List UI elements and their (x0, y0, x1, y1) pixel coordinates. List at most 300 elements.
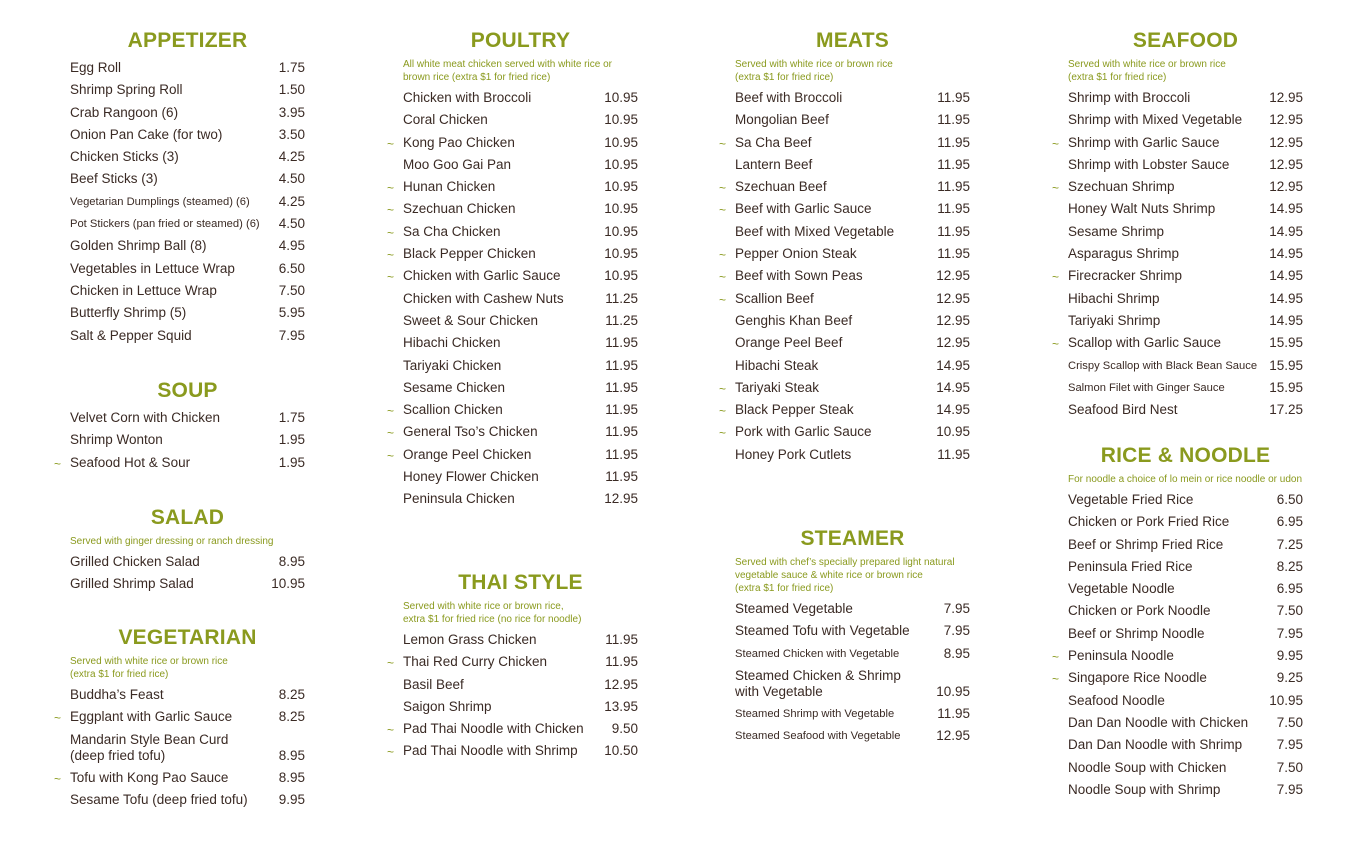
spicy-pepper-icon: ~ (387, 745, 395, 760)
menu-item (1068, 243, 1303, 265)
menu-item (387, 221, 638, 243)
section-soup (54, 378, 305, 474)
section-note: Served with white rice or brown rice, extra $1 for fried rice (no rice for noodle) (403, 601, 582, 625)
menu-item (54, 452, 305, 474)
menu-item-name: Onion Pan Cake (for two) (70, 126, 223, 142)
menu-item (403, 310, 638, 332)
spicy-pepper-icon: ~ (387, 404, 395, 419)
menu-item-name: Steamed Tofu with Vegetable (735, 623, 910, 639)
menu-item (719, 265, 970, 287)
menu-item (719, 377, 970, 399)
menu-item-price: 11.25 (605, 290, 638, 306)
menu-item (70, 57, 305, 79)
menu-item-name: Shrimp with Mixed Vegetable (1068, 112, 1243, 128)
menu-item-price: 10.95 (604, 268, 638, 284)
menu-item (735, 643, 970, 665)
menu-item (735, 355, 970, 377)
menu-item-price: 14.95 (936, 357, 970, 373)
menu-item-name: Chicken with Garlic Sauce (403, 268, 561, 284)
menu-item (54, 706, 305, 728)
menu-item-name: Chicken in Lettuce Wrap (70, 282, 217, 298)
menu-item-name: Lemon Grass Chicken (403, 632, 537, 647)
menu-item (387, 265, 638, 287)
menu-item (719, 132, 970, 154)
menu-item-name: Beef with Sown Peas (735, 268, 863, 284)
section-vegetarian (54, 625, 305, 811)
menu-item-price: 7.50 (278, 282, 305, 298)
menu-item (735, 310, 970, 332)
menu-item-name: Mandarin Style Bean Curd (deep fried tofu) (70, 731, 229, 763)
menu-item-price: 17.25 (1269, 402, 1303, 418)
spicy-pepper-icon: ~ (54, 771, 62, 786)
menu-item (1068, 310, 1303, 332)
menu-item-price: 11.95 (937, 223, 970, 239)
menu-item (70, 789, 305, 811)
menu-item-name: Grilled Shrimp Salad (70, 576, 194, 592)
menu-item-name: Beef with Mixed Vegetable (735, 223, 895, 239)
menu-item (735, 620, 970, 642)
menu-item-price: 7.25 (1276, 536, 1303, 552)
menu-item (719, 176, 970, 198)
menu-item-price: 10.95 (604, 246, 638, 262)
section-note: Served with white rice or brown rice (extra $1 for fried rice) (70, 656, 228, 680)
menu-item (70, 551, 305, 573)
menu-item-name: Scallion Chicken (403, 402, 503, 418)
menu-item (1052, 332, 1303, 354)
section-meats (719, 28, 970, 466)
spicy-pepper-icon: ~ (387, 203, 395, 218)
spicy-pepper-icon: ~ (387, 426, 395, 441)
menu-item-price: 12.95 (936, 290, 970, 306)
menu-item-price: 8.95 (943, 645, 970, 661)
menu-item-name: Thai Red Curry Chicken (403, 654, 548, 670)
menu-item (403, 109, 638, 131)
menu-item (1068, 734, 1303, 756)
menu-item-name: Noodle Soup with Shrimp (1068, 781, 1221, 797)
menu-item-name: Seafood Hot & Sour (70, 454, 191, 470)
spicy-pepper-icon: ~ (719, 270, 727, 285)
menu-item (387, 243, 638, 265)
menu-item (719, 399, 970, 421)
menu-item-price: 15.95 (1269, 357, 1303, 373)
menu-item-price: 11.95 (605, 335, 638, 351)
menu-item (1068, 623, 1303, 645)
menu-item (735, 109, 970, 131)
section-note: All white meat chicken served with white rice or brown rice (extra $1 for fried rice) (403, 59, 612, 83)
menu-item-name: Dan Dan Noodle with Chicken (1068, 714, 1249, 730)
menu-item (403, 377, 638, 399)
spicy-pepper-icon: ~ (719, 181, 727, 196)
menu-item-name: Kong Pao Chicken (403, 134, 515, 150)
menu-item-price: 4.95 (278, 238, 305, 254)
menu-item-price: 6.50 (278, 260, 305, 276)
menu-item-price: 13.95 (604, 698, 638, 714)
menu-item-name: Chicken or Pork Fried Rice (1068, 514, 1230, 530)
menu-item-name: Crispy Scallop with Black Bean Sauce (1068, 359, 1258, 372)
menu-item-name: Tariyaki Steak (735, 379, 820, 395)
spicy-pepper-icon: ~ (1052, 672, 1060, 687)
menu-item (1052, 176, 1303, 198)
menu-item-name: Shrimp with Garlic Sauce (1068, 134, 1220, 150)
menu-item-price: 10.95 (604, 179, 638, 195)
spicy-pepper-icon: ~ (387, 248, 395, 263)
menu-item-price: 14.95 (1269, 223, 1303, 239)
menu-item-name: General Tso’s Chicken (403, 424, 538, 440)
spicy-pepper-icon: ~ (1052, 337, 1060, 352)
menu-item (1068, 534, 1303, 556)
spicy-pepper-icon: ~ (719, 136, 727, 151)
menu-item (70, 407, 305, 429)
menu-item-price: 10.95 (604, 90, 638, 105)
menu-item (387, 399, 638, 421)
menu-item-name: Sweet & Sour Chicken (403, 312, 539, 328)
menu-item-price: 1.50 (278, 82, 305, 98)
menu-item-name: Honey Flower Chicken (403, 469, 539, 485)
menu-item-name: Firecracker Shrimp (1068, 268, 1183, 284)
menu-item-name: Pepper Onion Steak (735, 246, 857, 262)
menu-item (387, 176, 638, 198)
menu-item-price: 10.50 (604, 743, 638, 759)
menu-item (1068, 377, 1303, 399)
menu-item (1068, 198, 1303, 220)
menu-item (70, 191, 305, 213)
menu-item (387, 740, 638, 762)
menu-item-name: Golden Shrimp Ball (8) (70, 238, 207, 254)
menu-item-name: Egg Roll (70, 60, 122, 75)
spicy-pepper-icon: ~ (1052, 181, 1060, 196)
menu-item-price: 12.95 (936, 268, 970, 284)
section-title: THAI STYLE (458, 571, 583, 594)
menu-item-price: 11.95 (605, 424, 638, 440)
menu-item-name: Vegetables in Lettuce Wrap (70, 260, 235, 276)
menu-item-name: Dan Dan Noodle with Shrimp (1068, 737, 1243, 753)
menu-item-name: Shrimp with Broccoli (1068, 90, 1191, 105)
menu-item-name: Eggplant with Garlic Sauce (70, 709, 233, 725)
menu-item-name: Szechuan Beef (735, 179, 827, 195)
menu-item-name: Sa Cha Chicken (403, 223, 501, 239)
menu-item-name: Vegetarian Dumplings (steamed) (6) (70, 195, 250, 208)
menu-item-price: 15.95 (1269, 335, 1303, 351)
menu-item-name: Orange Peel Beef (735, 335, 843, 351)
menu-item (1068, 399, 1303, 421)
menu-item-name: Tariyaki Chicken (403, 357, 502, 373)
menu-item (70, 429, 305, 451)
menu-item-price: 12.95 (1269, 134, 1303, 150)
menu-item-name: Black Pepper Steak (735, 402, 854, 418)
menu-item-name: Moo Goo Gai Pan (403, 156, 512, 172)
menu-item (1068, 600, 1303, 622)
menu-item (735, 87, 970, 109)
menu-item-name: Salt & Pepper Squid (70, 327, 192, 343)
menu-item-name: Sesame Tofu (deep fried tofu) (70, 791, 248, 807)
menu-item-price: 11.95 (937, 446, 970, 462)
menu-item (1068, 690, 1303, 712)
menu-item-name: Pad Thai Noodle with Shrimp (403, 743, 578, 759)
menu-item-name: Tofu with Kong Pao Sauce (70, 769, 229, 785)
menu-item-price: 10.95 (604, 201, 638, 217)
spicy-pepper-icon: ~ (387, 270, 395, 285)
menu-item-name: Tariyaki Shrimp (1068, 312, 1161, 328)
menu-item-price: 4.25 (278, 193, 305, 209)
menu-item (387, 421, 638, 443)
menu-item-price: 12.95 (1269, 112, 1303, 128)
menu-item-name: Steamed Seafood with Vegetable (735, 730, 901, 743)
section-title: STEAMER (800, 527, 905, 550)
section-title: RICE & NOODLE (1100, 444, 1271, 467)
menu-item-name: Hibachi Shrimp (1068, 290, 1160, 306)
menu-item-price: 10.95 (604, 156, 638, 172)
menu-item (735, 221, 970, 243)
section-note: Served with white rice or brown rice (extra $1 for fried rice) (735, 59, 893, 83)
menu-item-price: 3.50 (278, 126, 305, 142)
menu-item-price: 11.95 (605, 379, 638, 395)
menu-item-name: Grilled Chicken Salad (70, 554, 200, 569)
menu-item-name: Genghis Khan Beef (735, 312, 853, 328)
menu-item-price: 11.95 (605, 446, 638, 462)
menu-item (1068, 712, 1303, 734)
menu-item-name: Mongolian Beef (735, 112, 829, 128)
spicy-pepper-icon: ~ (387, 181, 395, 196)
menu-item-price: 11.95 (937, 156, 970, 172)
section-appetizer (70, 28, 305, 347)
menu-item (387, 444, 638, 466)
menu-item-name: Chicken Sticks (3) (70, 149, 179, 165)
menu-item-price: 8.95 (278, 554, 305, 569)
menu-item-name: Hunan Chicken (403, 179, 496, 195)
menu-item-price: 7.95 (1276, 737, 1303, 753)
menu-item-price: 11.95 (937, 246, 970, 262)
menu-item-name: Shrimp Spring Roll (70, 82, 183, 98)
menu-item (403, 355, 638, 377)
spicy-pepper-icon: ~ (719, 248, 727, 263)
menu-item-name: Crab Rangoon (6) (70, 104, 179, 120)
menu-item-price: 8.95 (278, 769, 305, 785)
menu-item-price: 3.95 (278, 104, 305, 120)
menu-item-price: 4.50 (278, 216, 305, 232)
menu-item-name: Scallop with Garlic Sauce (1068, 335, 1222, 351)
menu-item-name: Szechuan Chicken (403, 201, 516, 217)
menu-item-name: Shrimp with Lobster Sauce (1068, 156, 1230, 172)
menu-item (70, 146, 305, 168)
menu-item-price: 7.95 (1276, 781, 1303, 797)
menu-item-name: Velvet Corn with Chicken (70, 410, 221, 425)
menu-item (1068, 556, 1303, 578)
menu-item-name: Steamed Chicken with Vegetable (735, 647, 900, 660)
spicy-pepper-icon: ~ (719, 426, 727, 441)
menu-item-name: Beef or Shrimp Fried Rice (1068, 536, 1224, 552)
menu-item (70, 684, 305, 706)
menu-item-name: Lantern Beef (735, 156, 813, 172)
menu-item (1068, 511, 1303, 533)
menu-item-price: 12.95 (1269, 179, 1303, 195)
menu-item (70, 168, 305, 190)
menu-item-price: 11.95 (937, 201, 970, 217)
section-title: SALAD (150, 506, 225, 529)
menu-item-name: Honey Walt Nuts Shrimp (1068, 201, 1216, 217)
menu-item-price: 1.75 (278, 60, 305, 75)
menu-item-name: Peninsula Chicken (403, 491, 515, 507)
menu-item-name: Chicken or Pork Noodle (1068, 603, 1211, 619)
menu-item-price: 11.25 (605, 312, 638, 328)
menu-item-price: 10.95 (271, 576, 305, 592)
menu-item-name: Szechuan Shrimp (1068, 179, 1175, 195)
menu-item-name: Pork with Garlic Sauce (735, 424, 872, 440)
menu-item (70, 102, 305, 124)
menu-item-price: 11.95 (937, 705, 970, 721)
menu-item (735, 332, 970, 354)
menu-item-name: Seafood Bird Nest (1068, 402, 1178, 418)
menu-item-price: 11.95 (605, 632, 638, 647)
menu-item-price: 10.95 (936, 424, 970, 440)
menu-item-name: Beef with Broccoli (735, 90, 843, 105)
menu-item-price: 12.95 (936, 728, 970, 744)
menu-item-price: 11.95 (937, 112, 970, 128)
menu-item-price: 11.95 (937, 134, 970, 150)
menu-item-name: Vegetable Noodle (1068, 581, 1175, 597)
menu-item (1068, 355, 1303, 377)
menu-item-price: 7.50 (1276, 714, 1303, 730)
menu-item-name: Steamed Chicken & Shrimp with Vegetable (735, 667, 901, 699)
menu-item-price: 8.25 (278, 687, 305, 702)
menu-item-price: 10.95 (604, 134, 638, 150)
menu-item (1068, 154, 1303, 176)
menu-item (735, 703, 970, 725)
menu-item-price: 6.50 (1276, 492, 1303, 507)
menu-item-name: Sesame Chicken (403, 379, 506, 395)
menu-item-price: 14.95 (1269, 290, 1303, 306)
menu-item-name: Vegetable Fried Rice (1068, 492, 1194, 507)
menu-item-price: 10.95 (1269, 692, 1303, 708)
menu-item (1068, 109, 1303, 131)
menu-item (403, 332, 638, 354)
menu-item-name: Chicken with Broccoli (403, 90, 532, 105)
menu-item (735, 665, 970, 703)
spicy-pepper-icon: ~ (1052, 650, 1060, 665)
menu-item (1068, 779, 1303, 801)
menu-item (54, 767, 305, 789)
menu-item-price: 12.95 (1269, 156, 1303, 172)
menu-item-name: Peninsula Fried Rice (1068, 558, 1193, 574)
menu-item-price: 8.25 (278, 709, 305, 725)
spicy-pepper-icon: ~ (719, 292, 727, 307)
menu-item-name: Orange Peel Chicken (403, 446, 532, 462)
section-title: MEATS (816, 29, 889, 52)
menu-item-name: Beef Sticks (3) (70, 171, 158, 187)
menu-item-price: 7.95 (278, 327, 305, 343)
menu-item (1052, 132, 1303, 154)
menu-item-price: 7.50 (1276, 603, 1303, 619)
menu-item (403, 87, 638, 109)
menu-item-price: 14.95 (936, 379, 970, 395)
menu-item-name: Hibachi Chicken (403, 335, 501, 351)
menu-item-name: Beef with Garlic Sauce (735, 201, 872, 217)
menu-item (403, 696, 638, 718)
section-thai (387, 570, 638, 763)
menu-item-price: 7.95 (1276, 625, 1303, 641)
menu-item (403, 466, 638, 488)
section-title: POULTRY (470, 29, 571, 52)
menu-item (70, 573, 305, 595)
menu-item (403, 154, 638, 176)
section-note: Served with white rice or brown rice (extra $1 for fried rice) (1068, 59, 1226, 83)
menu-item-price: 8.25 (1276, 558, 1303, 574)
menu-item (735, 598, 970, 620)
menu-item (1068, 489, 1303, 511)
menu-item-price: 11.95 (937, 179, 970, 195)
menu-item-name: Noodle Soup with Chicken (1068, 759, 1227, 775)
menu-item-price: 9.50 (611, 721, 638, 737)
menu-item-name: Sesame Shrimp (1068, 223, 1165, 239)
menu-item (735, 725, 970, 747)
menu-item-name: Coral Chicken (403, 112, 488, 128)
menu-item (719, 421, 970, 443)
menu-item-name: Asparagus Shrimp (1068, 246, 1180, 262)
menu-item (1068, 221, 1303, 243)
section-seafood (1052, 28, 1303, 421)
menu-item-price: 4.50 (278, 171, 305, 187)
menu-item (70, 213, 305, 235)
menu-item-name: Buddha’s Feast (70, 687, 164, 702)
section-note: Served with chef’s specially prepared light natural vegetable sauce & white rice or brown rice (extra $1 for fried rice) (735, 557, 955, 594)
spicy-pepper-icon: ~ (387, 723, 395, 738)
menu-item-price: 1.95 (278, 432, 305, 448)
menu-item-price: 12.95 (936, 335, 970, 351)
menu-item-price: 11.95 (937, 90, 970, 105)
menu-item (735, 444, 970, 466)
section-poultry (387, 28, 638, 511)
section-salad (70, 505, 305, 596)
menu-item (1068, 87, 1303, 109)
menu-item-price: 14.95 (936, 402, 970, 418)
menu-item-price: 14.95 (1269, 201, 1303, 217)
menu-item-price: 14.95 (1269, 268, 1303, 284)
spicy-pepper-icon: ~ (1052, 270, 1060, 285)
menu-item-price: 12.95 (604, 676, 638, 692)
menu-item-price: 10.95 (604, 112, 638, 128)
menu-item (1052, 265, 1303, 287)
menu-item (1052, 667, 1303, 689)
section-title: VEGETARIAN (118, 626, 257, 649)
menu-item (1068, 288, 1303, 310)
menu-item-name: Pad Thai Noodle with Chicken (403, 721, 584, 737)
menu-item-price: 12.95 (604, 491, 638, 507)
menu-item-price: 6.95 (1276, 581, 1303, 597)
section-note: Served with ginger dressing or ranch dressing (70, 536, 274, 547)
menu-item (1068, 757, 1303, 779)
menu-item-name: Saigon Shrimp (403, 698, 492, 714)
menu-item (719, 198, 970, 220)
menu-item-price: 7.95 (943, 623, 970, 639)
menu-item-price: 5.95 (278, 305, 305, 321)
menu-item-price: 7.95 (943, 601, 970, 616)
menu-item-price: 14.95 (1269, 246, 1303, 262)
menu-item (70, 325, 305, 347)
spicy-pepper-icon: ~ (1052, 136, 1060, 151)
spicy-pepper-icon: ~ (719, 404, 727, 419)
menu-item-price: 7.50 (1276, 759, 1303, 775)
menu-item-name: Peninsula Noodle (1068, 648, 1174, 664)
section-note: For noodle a choice of lo mein or rice noodle or udon (1068, 474, 1303, 485)
menu-item-price: 11.95 (605, 402, 638, 418)
menu-item-name: Steamed Vegetable (735, 601, 853, 616)
menu-item-name: Basil Beef (403, 676, 464, 692)
menu-item (70, 79, 305, 101)
menu-item-price: 10.95 (604, 223, 638, 239)
menu-item-name: Sa Cha Beef (735, 134, 812, 150)
menu-item-name: Honey Pork Cutlets (735, 446, 852, 462)
menu-item-price: 6.95 (1276, 514, 1303, 530)
menu-item-price: 8.95 (278, 747, 305, 763)
